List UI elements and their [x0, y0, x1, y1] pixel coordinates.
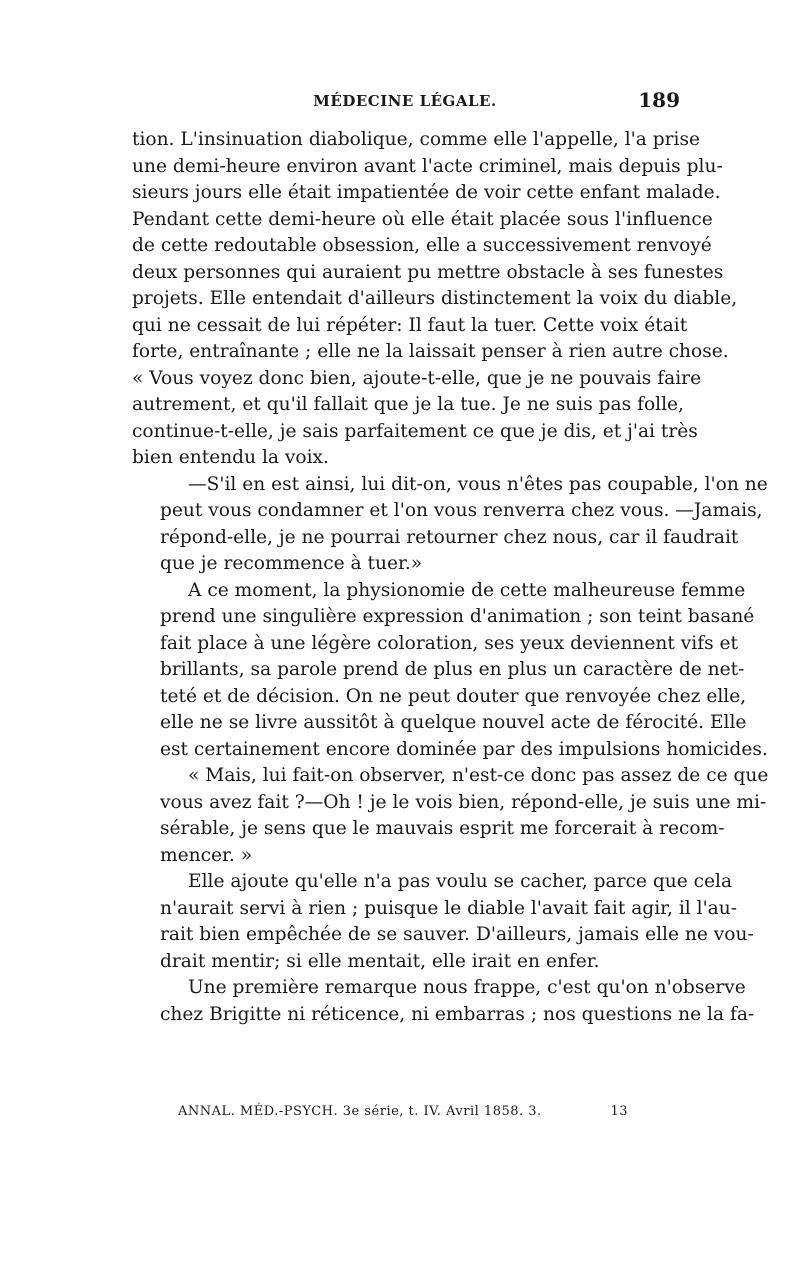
- text-line: répond-elle, je ne pourrai retourner chez nous, car il faudrait: [160, 526, 739, 548]
- text-line: rait bien empêchée de se sauver. D'ailleurs, jamais elle ne vou-: [160, 924, 754, 945]
- paragraph: [132, 472, 768, 578]
- paragraph: [132, 127, 738, 472]
- text-line: n'aurait servi à rien ; puisque le diable l'avait fait agir, il l'au-: [160, 897, 738, 919]
- text-line: brillants, sa parole prend de plus en plus un caractère de net-: [160, 659, 745, 680]
- text-line: une demi-heure environ avant l'acte criminel, mais depuis plu-: [132, 155, 723, 177]
- text-line: —S'il en est ainsi, lui dit-on, vous n'êtes pas coupable, l'on ne: [188, 473, 768, 495]
- text-line: Pendant cette demi-heure où elle était placée sous l'influence: [132, 208, 713, 230]
- text-line: « Vous voyez donc bien, ajoute-t-elle, que je ne pouvais faire: [132, 367, 702, 389]
- text-line: « Mais, lui fait-on observer, n'est-ce donc pas assez de ce que: [188, 765, 769, 786]
- text-line: chez Brigitte ni réticence, ni embarras ; nos questions ne la fa-: [160, 1003, 755, 1025]
- text-line: sérable, je sens que le mauvais esprit me forcerait à recom-: [160, 818, 725, 839]
- paragraph: [132, 578, 768, 764]
- running-head: [130, 88, 680, 118]
- paragraph: [132, 975, 755, 1028]
- text-line: de cette redoutable obsession, elle a successivement renvoyé: [132, 235, 712, 256]
- text-line: que je recommence à tuer.»: [160, 553, 423, 574]
- paragraph: [132, 763, 769, 869]
- text-line: elle ne se livre aussitôt à quelque nouvel acte de férocité. Elle: [160, 712, 747, 733]
- text-line: prend une singulière expression d'animation ; son teint basané: [160, 606, 755, 627]
- text-line: Une première remarque nous frappe, c'est qu'on n'observe: [188, 977, 746, 998]
- text-line: fait place à une légère coloration, ses yeux deviennent vifs et: [160, 632, 739, 654]
- text-line: forte, entraînante ; elle ne la laissait penser à rien autre chose.: [132, 341, 729, 362]
- text-line: est certainement encore dominée par des impulsions homicides.: [160, 738, 768, 760]
- text-line: teté et de décision. On ne peut douter que renvoyée chez elle,: [160, 685, 747, 707]
- page-footer: [178, 1104, 628, 1126]
- footer-citation: ANNAL. MÉD.-PSYCH. 3e série, t. IV. Avril 1858. 3.: [178, 1104, 542, 1119]
- text-line: bien entendu la voix.: [132, 447, 329, 468]
- text-line: sieurs jours elle était impatientée de voir cette enfant malade.: [132, 182, 721, 203]
- text-line: qui ne cessait de lui répéter: Il faut la tuer. Cette voix était: [132, 314, 688, 336]
- running-title: MÉDECINE LÉGALE.: [313, 92, 497, 110]
- page-number: 189: [638, 88, 680, 112]
- text-line: A ce moment, la physionomie de cette malheureuse femme: [188, 579, 746, 601]
- paragraph: [132, 869, 754, 975]
- text-line: mencer. »: [160, 844, 253, 866]
- signature-mark: 13: [610, 1104, 628, 1119]
- body-text: [132, 127, 769, 1028]
- text-line: Elle ajoute qu'elle n'a pas voulu se cacher, parce que cela: [188, 871, 733, 892]
- text-line: peut vous condamner et l'on vous renverra chez vous. —Jamais,: [160, 500, 763, 521]
- text-line: autrement, et qu'il fallait que je la tue. Je ne suis pas folle,: [132, 394, 684, 415]
- text-line: continue-t-elle, je sais parfaitement ce que je dis, et j'ai très: [132, 420, 698, 442]
- text-line: projets. Elle entendait d'ailleurs distinctement la voix du diable,: [132, 288, 738, 309]
- text-line: tion. L'insinuation diabolique, comme elle l'appelle, l'a prise: [132, 129, 701, 150]
- text-line: drait mentir; si elle mentait, elle irait en enfer.: [160, 950, 600, 972]
- text-line: deux personnes qui auraient pu mettre obstacle à ses funestes: [132, 261, 724, 283]
- text-line: vous avez fait ?—Oh ! je le vois bien, répond-elle, je suis une mi-: [160, 791, 767, 813]
